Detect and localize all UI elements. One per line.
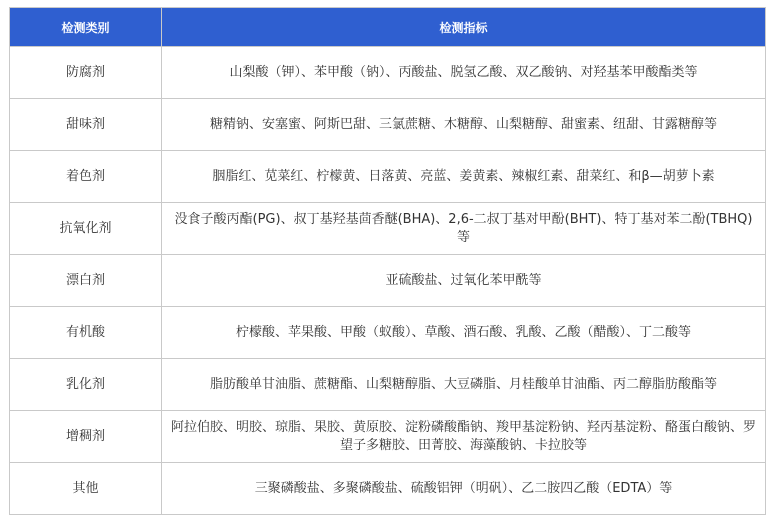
category-cell: 甜味剂: [10, 99, 162, 151]
header-row: [10, 8, 766, 47]
indicators-cell: 柠檬酸、苹果酸、甲酸（蚁酸）、草酸、酒石酸、乳酸、乙酸（醋酸）、丁二酸等: [162, 307, 766, 359]
category-cell: 乳化剂: [10, 359, 162, 411]
category-cell: 着色剂: [10, 151, 162, 203]
indicators-cell: 三聚磷酸盐、多聚磷酸盐、硫酸铝钾（明矾）、乙二胺四乙酸（EDTA）等: [162, 463, 766, 515]
table-row: [10, 47, 766, 99]
indicators-cell: 糖精钠、安塞蜜、阿斯巴甜、三氯蔗糖、木糖醇、山梨糖醇、甜蜜素、纽甜、甘露糖醇等: [162, 99, 766, 151]
table-row: [10, 307, 766, 359]
table-row: [10, 255, 766, 307]
indicators-cell: 胭脂红、苋菜红、柠檬黄、日落黄、亮蓝、姜黄素、辣椒红素、甜菜红、和β—胡萝卜素: [162, 151, 766, 203]
indicators-cell: 脂肪酸单甘油脂、蔗糖酯、山梨糖醇脂、大豆磷脂、月桂酸单甘油酯、丙二醇脂肪酸酯等: [162, 359, 766, 411]
table-row: [10, 411, 766, 463]
table-row: [10, 203, 766, 255]
table-row: [10, 463, 766, 515]
header-category: 检测类别: [10, 8, 162, 47]
category-cell: 抗氧化剂: [10, 203, 162, 255]
table-row: [10, 99, 766, 151]
category-cell: 增稠剂: [10, 411, 162, 463]
category-cell: 漂白剂: [10, 255, 162, 307]
additive-test-table: [9, 7, 766, 515]
table-row: [10, 359, 766, 411]
indicators-cell: 阿拉伯胶、明胶、琼脂、果胶、黄原胶、淀粉磷酸酯钠、羧甲基淀粉钠、羟丙基淀粉、酪蛋白酸钠、罗望子多糖胶、田菁胶、海藻酸钠、卡拉胶等: [162, 411, 766, 463]
table-row: [10, 151, 766, 203]
table-container: [9, 7, 765, 515]
header-indicators: 检测指标: [162, 8, 766, 47]
indicators-cell: 山梨酸（钾）、苯甲酸（钠）、丙酸盐、脱氢乙酸、双乙酸钠、对羟基苯甲酸酯类等: [162, 47, 766, 99]
indicators-cell: 亚硫酸盐、过氧化苯甲酰等: [162, 255, 766, 307]
category-cell: 防腐剂: [10, 47, 162, 99]
category-cell: 有机酸: [10, 307, 162, 359]
category-cell: 其他: [10, 463, 162, 515]
indicators-cell: 没食子酸丙酯(PG)、叔丁基羟基茴香醚(BHA)、2,6-二叔丁基对甲酚(BHT)、特丁基对苯二酚(TBHQ)等: [162, 203, 766, 255]
